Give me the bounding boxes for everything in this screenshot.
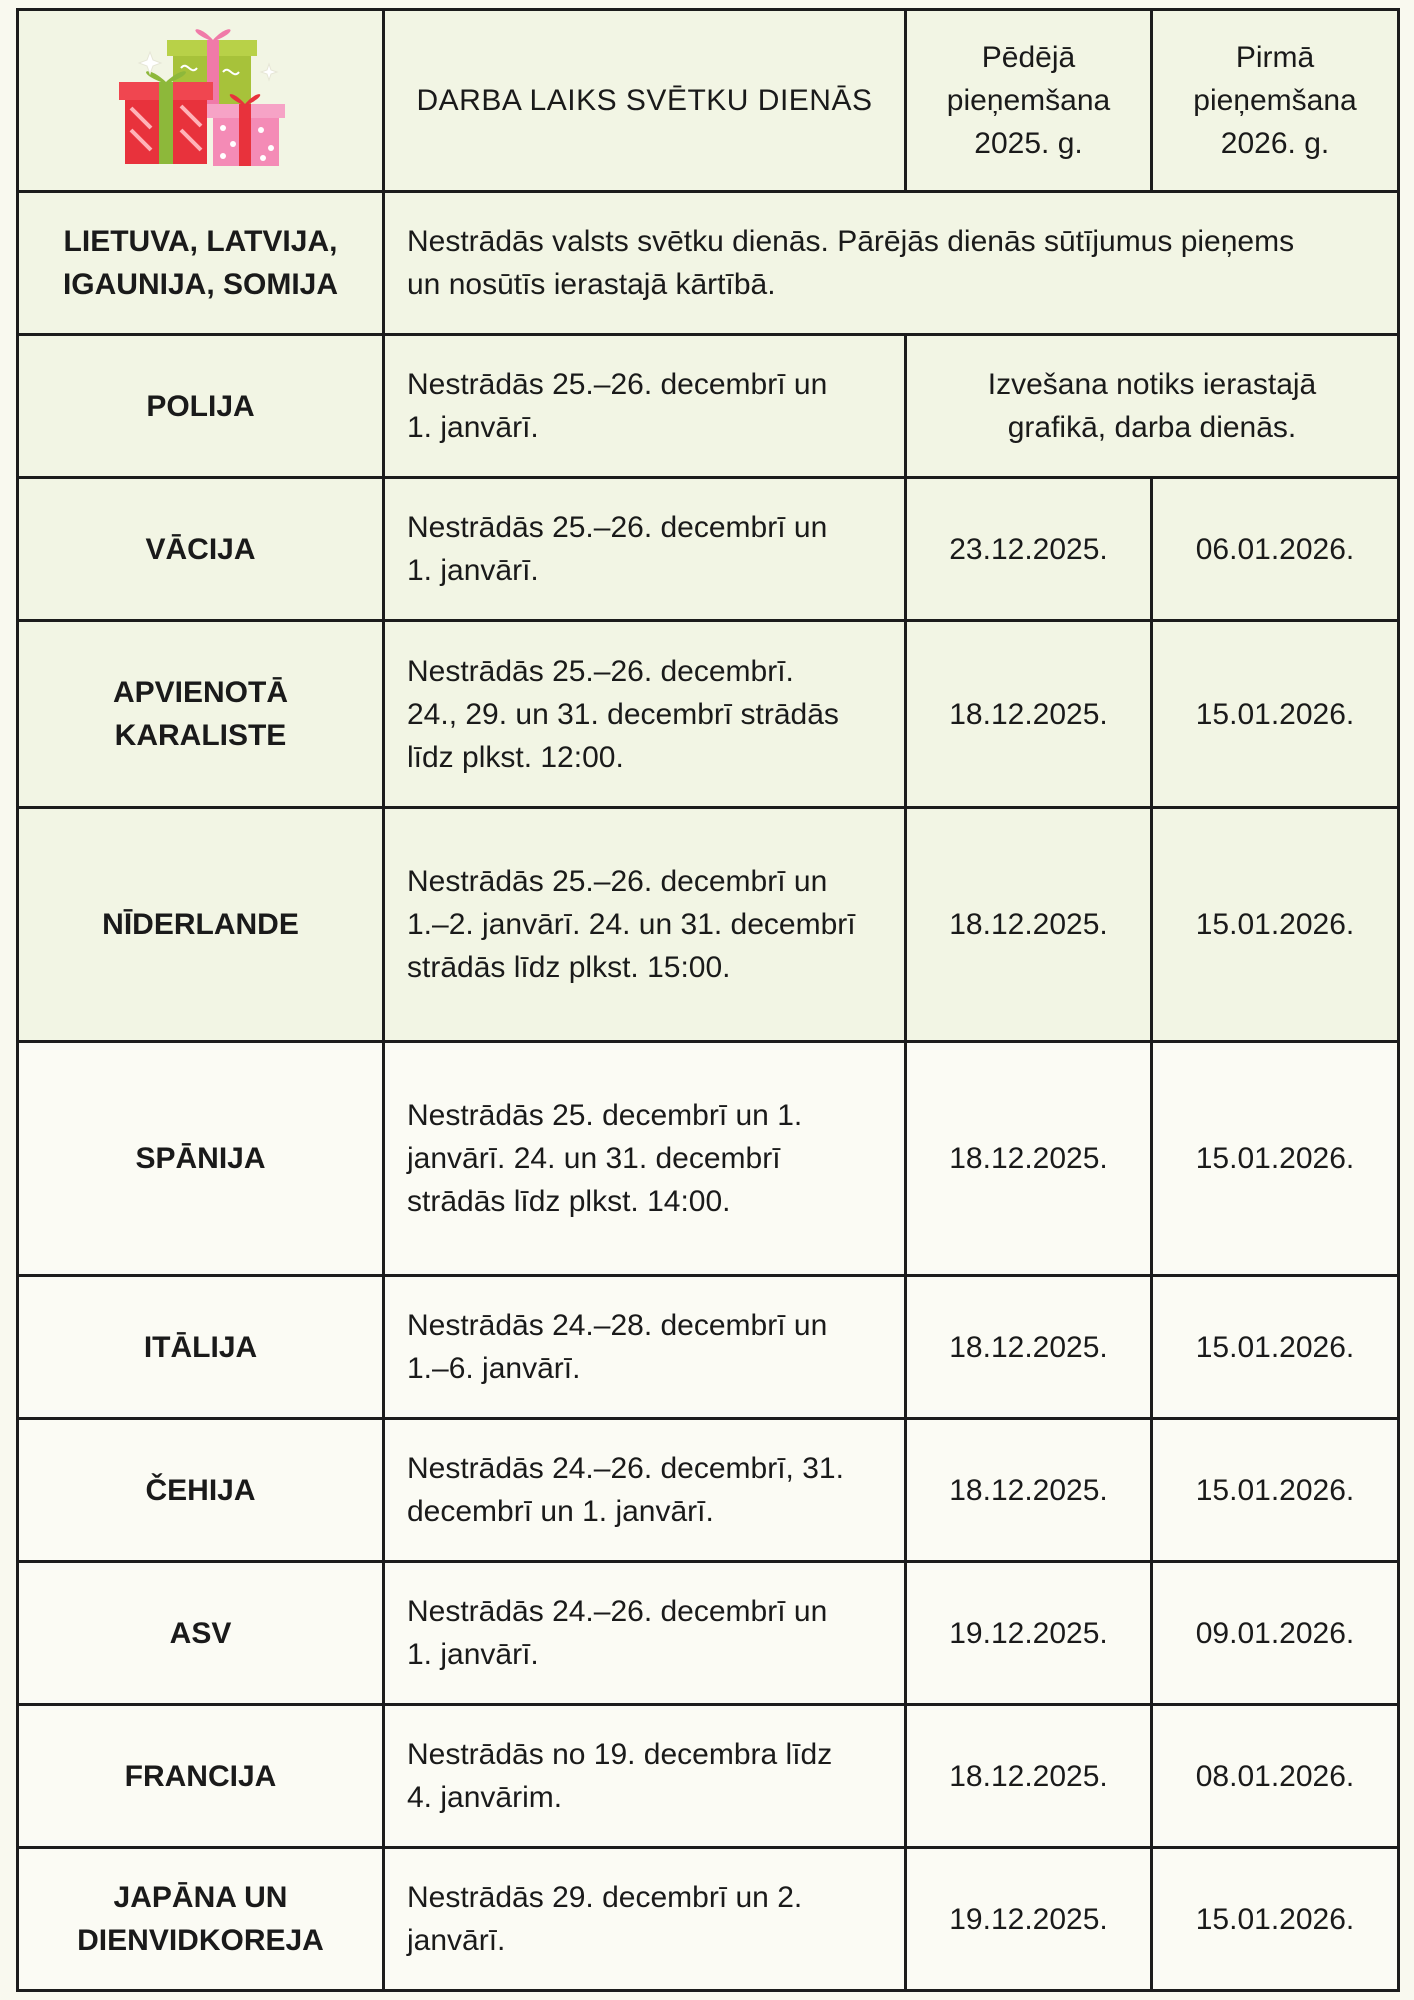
- first-date-cell: 06.01.2026.: [1152, 478, 1399, 621]
- table-row: [18, 1276, 1399, 1419]
- first-date-cell: 15.01.2026.: [1152, 1848, 1399, 1991]
- table-row: [18, 1705, 1399, 1848]
- country-cell: FRANCIJA: [18, 1705, 384, 1848]
- merged-line: grafikā, darba dienās.: [1007, 411, 1297, 444]
- schedule-line: 1.–6. janvārī.: [407, 1352, 581, 1385]
- country-cell: ITĀLIJA: [18, 1276, 384, 1419]
- country-cell: SPĀNIJA: [18, 1042, 384, 1276]
- last-date-cell: 18.12.2025.: [906, 1042, 1152, 1276]
- first-date-cell: 15.01.2026.: [1152, 621, 1399, 808]
- gift-boxes-icon: [111, 20, 291, 170]
- table-row: [18, 1848, 1399, 1991]
- table-row: [18, 478, 1399, 621]
- schedule-line: Nestrādās valsts svētku dienās. Pārējās dienās sūtījumus pieņems: [407, 225, 1295, 258]
- schedule-line: 1. janvārī.: [407, 411, 539, 444]
- schedule-line: 24., 29. un 31. decembrī strādās: [407, 697, 839, 731]
- merged-dates-cell: [906, 335, 1399, 478]
- gift-cell: [18, 10, 384, 192]
- last-date-cell: 19.12.2025.: [906, 1848, 1152, 1991]
- schedule-line: 1.–2. janvārī. 24. un 31. decembrī: [407, 908, 856, 941]
- table-row: [18, 335, 1399, 478]
- schedule-cell: [384, 478, 906, 621]
- last-date-cell: 18.12.2025.: [906, 1276, 1152, 1419]
- schedule-line: Nestrādās 24.–28. decembrī un: [407, 1309, 828, 1342]
- first-date-cell: 15.01.2026.: [1152, 1276, 1399, 1419]
- first-date-cell: 15.01.2026.: [1152, 808, 1399, 1042]
- country-line: APVIENOTĀ: [112, 676, 289, 709]
- last-date-cell: 18.12.2025.: [906, 1419, 1152, 1562]
- schedule-line: 1. janvārī.: [407, 554, 539, 587]
- schedule-line: Nestrādās 24.–26. decembrī, 31.: [407, 1452, 844, 1485]
- country-cell: NĪDERLANDE: [18, 808, 384, 1042]
- schedule-cell: [384, 808, 906, 1042]
- schedule-line: Nestrādās 25.–26. decembrī.: [407, 654, 794, 688]
- table-row: [18, 1562, 1399, 1705]
- schedule-line: Nestrādās 25. decembrī un 1.: [407, 1099, 803, 1132]
- schedule-cell: [384, 1562, 906, 1705]
- merged-line: Izvešana notiks ierastajā: [987, 368, 1317, 401]
- schedule-cell: [384, 1419, 906, 1562]
- schedule-line: strādās līdz plkst. 14:00.: [407, 1185, 731, 1218]
- country-cell: ASV: [18, 1562, 384, 1705]
- country-cell: [18, 1848, 384, 1991]
- last-date-cell: 18.12.2025.: [906, 1705, 1152, 1848]
- holiday-schedule-table: [16, 8, 1400, 1992]
- schedule-cell: [384, 1276, 906, 1419]
- country-cell: [18, 192, 384, 335]
- country-line: LIETUVA, LATVIJA,: [63, 225, 338, 258]
- holiday-schedule-sheet: [16, 8, 1397, 1990]
- schedule-line: Nestrādās no 19. decembra līdz: [407, 1738, 833, 1771]
- table-row: [18, 192, 1399, 335]
- last-date-cell: 18.12.2025.: [906, 621, 1152, 808]
- schedule-line: līdz plkst. 12:00.: [407, 740, 624, 774]
- schedule-line: 4. janvārim.: [407, 1781, 563, 1814]
- country-line: KARALISTE: [114, 719, 287, 752]
- schedule-line: 1. janvārī.: [407, 1638, 539, 1671]
- country-cell: ČEHIJA: [18, 1419, 384, 1562]
- header-title: DARBA LAIKS SVĒTKU DIENĀS: [384, 10, 906, 192]
- first-date-cell: 08.01.2026.: [1152, 1705, 1399, 1848]
- schedule-line: strādās līdz plkst. 15:00.: [407, 951, 731, 984]
- table-row: [18, 808, 1399, 1042]
- table-row: [18, 1042, 1399, 1276]
- schedule-cell: [384, 1042, 906, 1276]
- schedule-line: Nestrādās 25.–26. decembrī un: [407, 865, 828, 898]
- schedule-line: Nestrādās 29. decembrī un 2.: [407, 1881, 803, 1914]
- country-cell: [18, 621, 384, 808]
- table-row: [18, 1419, 1399, 1562]
- country-line: IGAUNIJA, SOMIJA: [62, 268, 339, 301]
- schedule-cell: [384, 1705, 906, 1848]
- schedule-cell: [384, 335, 906, 478]
- table-row: [18, 621, 1399, 808]
- last-date-cell: 19.12.2025.: [906, 1562, 1152, 1705]
- last-date-cell: 18.12.2025.: [906, 808, 1152, 1042]
- table-header-row: [18, 10, 1399, 192]
- schedule-cell: [384, 192, 1399, 335]
- schedule-line: Nestrādās 24.–26. decembrī un: [407, 1595, 828, 1628]
- first-date-cell: 15.01.2026.: [1152, 1419, 1399, 1562]
- schedule-line: Nestrādās 25.–26. decembrī un: [407, 368, 828, 401]
- schedule-line: janvārī. 24. un 31. decembrī: [407, 1142, 781, 1175]
- header-first-line-3: 2026. g.: [1220, 127, 1330, 160]
- schedule-cell: [384, 1848, 906, 1991]
- schedule-line: un nosūtīs ierastajā kārtībā.: [407, 268, 776, 301]
- header-first-line-2: pieņemšana: [1193, 84, 1357, 117]
- last-date-cell: 23.12.2025.: [906, 478, 1152, 621]
- first-date-cell: 15.01.2026.: [1152, 1042, 1399, 1276]
- country-line: JAPĀNA UN: [113, 1881, 288, 1914]
- header-last-line-3: 2025. g.: [974, 127, 1083, 160]
- header-last-acceptance: [906, 10, 1152, 192]
- schedule-line: decembrī un 1. janvārī.: [407, 1495, 714, 1528]
- header-last-line-1: Pēdējā: [981, 41, 1076, 74]
- schedule-cell: [384, 621, 906, 808]
- first-date-cell: 09.01.2026.: [1152, 1562, 1399, 1705]
- header-last-line-2: pieņemšana: [946, 84, 1111, 117]
- country-cell: POLIJA: [18, 335, 384, 478]
- schedule-line: Nestrādās 25.–26. decembrī un: [407, 511, 828, 544]
- country-line: DIENVIDKOREJA: [77, 1924, 324, 1957]
- schedule-line: janvārī.: [407, 1924, 506, 1957]
- header-first-line-1: Pirmā: [1235, 41, 1315, 74]
- country-cell: VĀCIJA: [18, 478, 384, 621]
- header-first-acceptance: [1152, 10, 1399, 192]
